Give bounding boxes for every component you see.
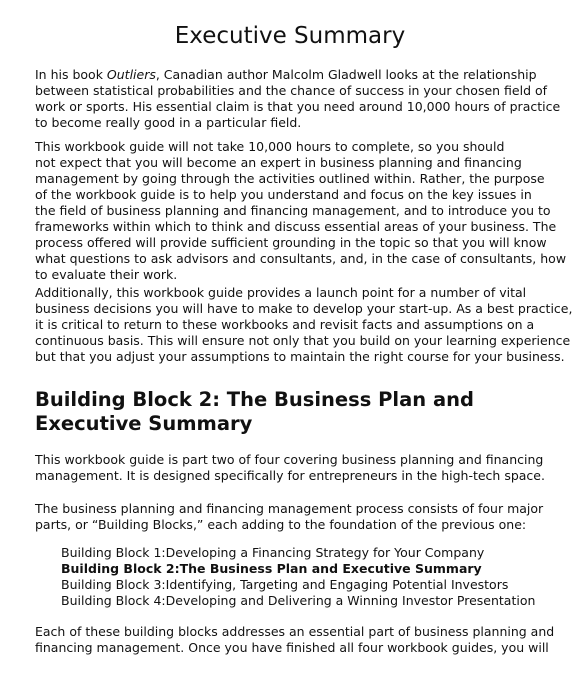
building-block-item-current: Building Block 2:The Business Plan and Executive Summary: [61, 561, 482, 576]
building-block-item: Building Block 3:Identifying, Targeting and Engaging Potential Investors: [61, 577, 509, 592]
paragraph-line: process offered will provide sufficient grounding in the topic so that you will know: [35, 235, 547, 250]
paragraph-line: but that you adjust your assumptions to maintain the right course for your business.: [35, 349, 565, 364]
paragraph-line: Each of these building blocks addresses an essential part of business planning and: [35, 624, 555, 639]
paragraph-line: it is critical to return to these workbooks and revisit facts and assumptions on a: [35, 317, 535, 332]
paragraph-line: The business planning and financing management process consists of four major: [35, 501, 544, 516]
launch-point-paragraph: [35, 285, 573, 365]
book-title: Outliers: [106, 67, 156, 82]
building-blocks-list: [61, 545, 535, 609]
intro-line: [35, 67, 555, 83]
intro-text: , Canadian author Malcolm Gladwell looks at the relationship: [155, 67, 537, 82]
paragraph-line: parts, or “Building Blocks,” each adding to the foundation of the previous one:: [35, 517, 527, 532]
paragraph-line: the field of business planning and financing management, and to introduce you to: [35, 203, 551, 218]
intro-line: between statistical probabilities and the chance of success in your chosen field of: [35, 83, 548, 98]
part-two-paragraph: [35, 452, 555, 484]
page-title: Executive Summary: [174, 23, 406, 49]
intro-paragraph: [35, 67, 561, 131]
paragraph-line: continuous basis. This will ensure not only that you build on your learning experience: [35, 333, 571, 348]
paragraph-line: frameworks within which to think and discuss essential areas of your business. The: [35, 219, 557, 234]
paragraph-line: management by going through the activities outlined within. Rather, the purpose: [35, 171, 545, 186]
building-block-item: Building Block 4:Developing and Delivering a Winning Investor Presentation: [61, 593, 536, 608]
heading-line: Building Block 2: The Business Plan and: [35, 388, 474, 411]
section-heading: [35, 388, 555, 436]
paragraph-line: This workbook guide will not take 10,000 hours to complete, so you should: [35, 139, 505, 154]
paragraph-line: to evaluate their work.: [35, 267, 178, 282]
paragraph-line: Additionally, this workbook guide provides a launch point for a number of vital: [35, 285, 527, 300]
intro-line: to become really good in a particular field.: [35, 115, 302, 130]
workbook-guide-paragraph: [35, 139, 567, 283]
heading-line: Executive Summary: [35, 412, 253, 435]
paragraph-line: business decisions you will have to make to develop your start-up. As a best practice,: [35, 301, 573, 316]
intro-line: work or sports. His essential claim is that you need around 10,000 hours of practice: [35, 99, 561, 114]
paragraph-line: what questions to ask advisors and consultants, and, in the case of consultants, how: [35, 251, 567, 266]
paragraph-line: management. It is designed specifically for entrepreneurs in the high-tech space.: [35, 468, 545, 483]
paragraph-line: financing management. Once you have finished all four workbook guides, you will: [35, 640, 549, 655]
building-block-item: Building Block 1:Developing a Financing Strategy for Your Company: [61, 545, 485, 560]
paragraph-line: This workbook guide is part two of four covering business planning and financing: [35, 452, 544, 467]
paragraph-line: not expect that you will become an expert in business planning and financing: [35, 155, 522, 170]
closing-paragraph: [35, 624, 555, 656]
process-paragraph: [35, 501, 555, 533]
intro-text: In his book: [35, 67, 107, 82]
paragraph-line: of the workbook guide is to help you understand and focus on the key issues in: [35, 187, 532, 202]
